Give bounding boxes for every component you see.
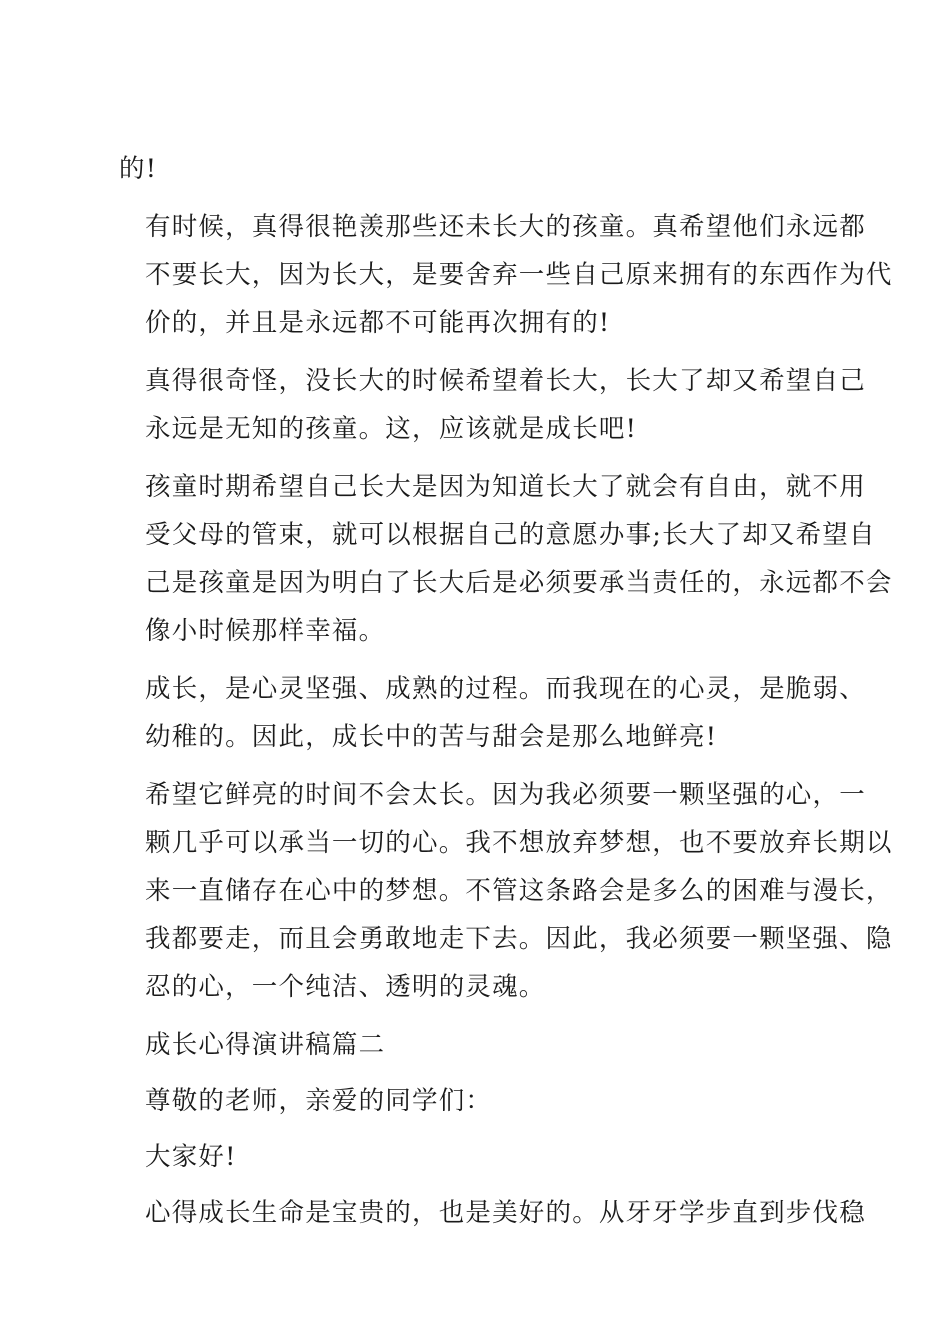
- paragraph-6: [119, 1189, 866, 1237]
- text-line: 颗几乎可以承当一切的心。我不想放弃梦想，也不要放弃长期以: [145, 828, 893, 858]
- text-line: 心得成长生命是宝贵的，也是美好的。从牙牙学步直到步伐稳: [145, 1198, 866, 1228]
- text-line: 的!: [119, 154, 158, 184]
- paragraph-1: [119, 203, 893, 347]
- text-line: 忍的心，一个纯洁、透明的灵魂。: [145, 972, 546, 1002]
- text-line: 真得很奇怪，没长大的时候希望着长大，长大了却又希望自己: [145, 366, 866, 396]
- paragraph-continuation: [119, 145, 835, 193]
- paragraph-5: [119, 771, 893, 1011]
- section-heading: 成长心得演讲稿篇二: [145, 1030, 386, 1060]
- paragraph-4: [119, 665, 866, 761]
- salutation: 尊敬的老师，亲爱的同学们：: [145, 1086, 493, 1116]
- text-line: 我都要走，而且会勇敢地走下去。因此，我必须要一颗坚强、隐: [145, 924, 893, 954]
- text-line: 像小时候那样幸福。: [145, 616, 386, 646]
- text-line: 来一直储存在心中的梦想。不管这条路会是多么的困难与漫长，: [145, 876, 893, 906]
- text-line: 价的，并且是永远都不可能再次拥有的!: [145, 308, 611, 338]
- text-line: 孩童时期希望自己长大是因为知道长大了就会有自由，就不用: [145, 472, 866, 502]
- text-line: 不要长大，因为长大，是要舍弃一些自己原来拥有的东西作为代: [145, 260, 893, 290]
- greeting: 大家好!: [145, 1142, 237, 1172]
- text-line: 幼稚的。因此，成长中的苦与甜会是那么地鲜亮!: [145, 722, 718, 752]
- text-line: 己是孩童是因为明白了长大后是必须要承当责任的，永远都不会: [145, 568, 893, 598]
- text-line: 永远是无知的孩童。这，应该就是成长吧!: [145, 414, 638, 444]
- text-line: 有时候，真得很艳羡那些还未长大的孩童。真希望他们永远都: [145, 212, 866, 242]
- text-line: 受父母的管束，就可以根据自己的意愿办事;长大了却又希望自: [145, 520, 876, 550]
- text-line: 希望它鲜亮的时间不会太长。因为我必须要一颗坚强的心，一: [145, 780, 866, 810]
- document-body: [119, 145, 893, 1247]
- paragraph-3: [119, 463, 893, 655]
- text-line: 成长，是心灵坚强、成熟的过程。而我现在的心灵，是脆弱、: [145, 674, 866, 704]
- paragraph-2: [119, 357, 866, 453]
